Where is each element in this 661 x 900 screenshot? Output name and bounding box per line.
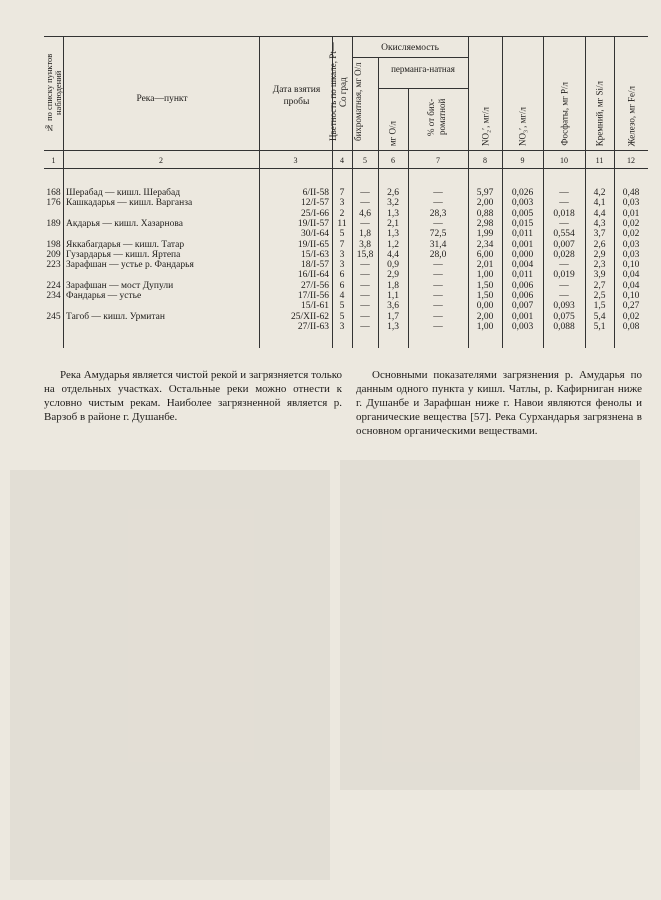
cell-no3: 0,007 <box>511 301 534 312</box>
cell-si: 4,1 <box>593 198 606 209</box>
cell-mgO: 1,2 <box>387 239 399 250</box>
header-col-silicon: Кремний, мг Si/л <box>585 36 614 150</box>
cell-date: 6/II-58 <box>302 188 329 198</box>
cell-date: 16/II-64 <box>297 270 329 281</box>
cell-bich: 15,8 <box>356 249 374 260</box>
header-oxidizability: Окисляемость <box>381 43 439 53</box>
cell-mgO: 3,2 <box>387 198 399 209</box>
cell-no: 168 <box>46 188 61 198</box>
cell-no: 209 <box>46 249 61 260</box>
cell-no3: 0,011 <box>511 229 534 240</box>
cell-fe: 0,02 <box>622 311 640 322</box>
cell-no2: 1,00 <box>476 321 494 332</box>
cell-date: 30/I-64 <box>301 229 329 240</box>
cell-si: 2,3 <box>593 260 606 271</box>
cell-color: 4 <box>339 291 345 301</box>
cell-mgO: 1,1 <box>387 291 399 301</box>
cell-river: Акдарья — кишл. Хазарнова <box>66 218 183 229</box>
col-num-10: 10 <box>560 156 568 165</box>
cell-phos: 0,088 <box>553 321 575 332</box>
cell-mgO: 0,9 <box>387 260 399 271</box>
cell-pct: — <box>433 198 443 209</box>
col-num-12: 12 <box>627 156 635 165</box>
header-col-mgO: мг O/л <box>387 120 398 146</box>
bleed-through <box>10 470 330 880</box>
cell-no3: 0,004 <box>511 260 534 271</box>
header-col-pct: % от бих-роматной <box>426 98 447 136</box>
cell-pct: — <box>433 270 443 281</box>
cell-mgO: 4,4 <box>387 249 399 260</box>
cell-no2: 0,88 <box>476 208 494 219</box>
cell-si: 3,9 <box>593 270 606 281</box>
cell-mgO: 1,3 <box>387 321 399 332</box>
cell-color: 5 <box>339 301 345 312</box>
cell-river: Тагоб — кишл. Урмитан <box>66 311 165 322</box>
cell-mgO: 2,1 <box>387 218 399 229</box>
cell-phos: — <box>559 198 569 209</box>
cell-si: 2,5 <box>593 291 606 301</box>
cell-mgO: 2,9 <box>387 270 399 281</box>
cell-no: 223 <box>46 260 61 271</box>
cell-bich: — <box>360 188 370 198</box>
header-col-no2: NO₂′, мг/л <box>468 36 502 150</box>
cell-no3: 0,005 <box>511 208 534 219</box>
cell-pct: — <box>433 218 443 229</box>
cell-fe: 0,02 <box>622 218 640 229</box>
cell-no: 198 <box>46 239 61 250</box>
cell-phos: — <box>559 280 569 291</box>
cell-fe: 0,04 <box>622 270 640 281</box>
cell-pct: — <box>433 188 443 198</box>
cell-no2: 2,01 <box>476 260 494 271</box>
col-num-11: 11 <box>595 156 604 165</box>
cell-pct: — <box>433 260 443 271</box>
cell-no2: 2,34 <box>476 239 494 250</box>
cell-si: 5,1 <box>593 321 606 332</box>
col-num-9: 9 <box>520 156 525 165</box>
cell-phos: 0,007 <box>553 239 575 250</box>
cell-phos: — <box>559 260 569 271</box>
cell-pct: — <box>433 291 443 301</box>
col-num-3: 3 <box>293 156 298 165</box>
cell-si: 2,9 <box>593 249 606 260</box>
cell-no3: 0,006 <box>511 291 534 301</box>
cell-color: 11 <box>337 218 347 229</box>
cell-si: 4,3 <box>593 218 606 229</box>
cell-si: 3,7 <box>593 229 606 240</box>
cell-bich: — <box>360 321 370 332</box>
cell-no3: 0,026 <box>511 188 534 198</box>
cell-bich: 3,8 <box>359 239 371 250</box>
cell-no2: 1,50 <box>476 291 494 301</box>
paragraph-left-text: Река Амударья является чистой рекой и загрязняется только на отдельных участках. Остальные реки можно отнести к условно чистым рекам. Наиболее загрязненной является р. Варзоб в районе г. Душанбе. <box>44 369 342 423</box>
cell-no3: 0,003 <box>511 321 534 332</box>
cell-mgO: 2,6 <box>387 188 399 198</box>
cell-no: 224 <box>46 280 61 291</box>
cell-no2: 1,00 <box>476 270 494 281</box>
cell-no2: 6,00 <box>476 249 494 260</box>
cell-fe: 0,10 <box>622 291 640 301</box>
cell-date: 25/XII-62 <box>291 311 329 322</box>
cell-pct: — <box>433 301 443 312</box>
cell-phos: — <box>559 291 569 301</box>
header-col-phosphates: Фосфаты, мг P/л <box>543 36 585 150</box>
cell-no3: 0,000 <box>511 249 534 260</box>
cell-pct: 28,3 <box>429 208 447 219</box>
bleed-through <box>340 460 640 790</box>
col-num-6: 6 <box>391 156 395 165</box>
header-col-color: Цветность по шкале, Pt—Co град <box>332 36 352 150</box>
cell-pct: — <box>433 321 443 332</box>
header-col-date: Дата взятия пробы <box>259 36 332 150</box>
cell-fe: 0,08 <box>622 321 640 332</box>
cell-phos: — <box>559 218 569 229</box>
cell-color: 3 <box>339 321 345 332</box>
cell-mgO: 1,3 <box>387 229 399 240</box>
cell-no3: 0,001 <box>511 239 534 250</box>
cell-pct: 72,5 <box>429 229 447 240</box>
cell-bich: — <box>360 270 370 281</box>
cell-phos: 0,028 <box>553 249 575 260</box>
cell-no2: 2,98 <box>476 218 494 229</box>
col-num-7: 7 <box>436 156 440 165</box>
cell-fe: 0,02 <box>622 229 640 240</box>
cell-phos: 0,018 <box>553 208 575 219</box>
cell-fe: 0,27 <box>622 301 640 312</box>
cell-date: 27/II-63 <box>297 321 329 332</box>
cell-date: 15/I-61 <box>301 301 329 312</box>
cell-color: 7 <box>339 239 345 250</box>
col-num-2: 2 <box>159 156 163 165</box>
cell-no2: 1,50 <box>476 280 494 291</box>
paragraph-right-text: Основными показателями загрязнения р. Амударья по данным одного пункта у кишл. Чатлы, р. Кафирниган ниже г. Душанбе и Зарафшан ниже г. Навои являются фенолы и органические вещества [57]. Река Сурхандарья загрязнена в основном органическими веществами. <box>356 369 642 437</box>
paragraph-right <box>356 368 642 438</box>
cell-bich: — <box>360 280 370 291</box>
cell-color: 6 <box>339 270 345 281</box>
cell-mgO: 3,6 <box>387 301 399 312</box>
cell-fe: 0,01 <box>622 208 640 219</box>
cell-date: 19/II-57 <box>297 218 329 229</box>
cell-phos: — <box>559 188 569 198</box>
cell-fe: 0,04 <box>622 280 640 291</box>
cell-river: Зарафшан — устье р. Фандарья <box>66 260 194 271</box>
cell-date: 19/II-65 <box>297 239 329 250</box>
cell-river: Зарафшан — мост Дупули <box>66 280 174 291</box>
cell-si: 2,6 <box>593 239 606 250</box>
header-col-no3: NO₃′, мг/л <box>502 36 543 150</box>
cell-bich: — <box>360 301 370 312</box>
cell-bich: 4,6 <box>359 208 371 219</box>
cell-phos: 0,075 <box>553 311 575 322</box>
cell-no3: 0,006 <box>511 280 534 291</box>
header-col-bichromate: бихроматная, мг O/л <box>353 62 363 142</box>
cell-mgO: 1,7 <box>387 311 399 322</box>
col-num-8: 8 <box>483 156 487 165</box>
header-col-number: № по списку пунктов наблюдений <box>43 53 63 133</box>
cell-fe: 0,03 <box>622 198 640 209</box>
col-num-5: 5 <box>363 156 367 165</box>
cell-phos: 0,554 <box>553 229 575 240</box>
cell-bich: — <box>360 198 370 209</box>
cell-color: 3 <box>339 249 345 260</box>
cell-river: Яккабагдарья — кишл. Татар <box>66 239 185 250</box>
cell-color: 6 <box>339 280 345 291</box>
cell-si: 4,4 <box>593 208 606 219</box>
cell-no3: 0,001 <box>511 311 534 322</box>
cell-date: 15/I-63 <box>301 249 329 260</box>
cell-mgO: 1,3 <box>387 208 399 219</box>
cell-no: 234 <box>46 291 61 301</box>
cell-phos: 0,019 <box>553 270 575 281</box>
cell-no3: 0,011 <box>511 270 534 281</box>
cell-si: 2,7 <box>593 280 606 291</box>
cell-color: 5 <box>339 229 345 240</box>
header-permanganate: перманга-натная <box>391 64 455 74</box>
col-num-1: 1 <box>51 156 56 165</box>
cell-pct: — <box>433 280 443 291</box>
col-num-4: 4 <box>340 156 344 165</box>
cell-fe: 0,03 <box>622 249 640 260</box>
cell-pct: 28,0 <box>429 249 447 260</box>
cell-no2: 1,99 <box>476 229 494 240</box>
cell-si: 4,2 <box>593 188 606 198</box>
cell-bich: — <box>360 218 370 229</box>
cell-pct: — <box>433 311 443 322</box>
cell-river: Гузардарья — кишл. Яртепа <box>66 249 181 260</box>
cell-fe: 0,48 <box>622 188 640 198</box>
cell-pct: 31,4 <box>429 239 447 250</box>
cell-no: 245 <box>46 311 61 322</box>
cell-si: 1,5 <box>593 301 606 312</box>
header-col-river: Река—пункт <box>63 36 259 150</box>
cell-no3: 0,003 <box>511 198 534 209</box>
cell-fe: 0,10 <box>622 260 640 271</box>
cell-no2: 5,97 <box>476 188 494 198</box>
cell-bich: — <box>360 291 370 301</box>
cell-no2: 0,00 <box>476 301 494 312</box>
cell-mgO: 1,8 <box>387 280 399 291</box>
cell-fe: 0,03 <box>622 239 640 250</box>
cell-color: 2 <box>339 208 345 219</box>
cell-river: Кашкадарья — кишл. Варганза <box>66 198 193 209</box>
cell-color: 3 <box>339 198 345 209</box>
cell-no2: 2,00 <box>476 311 494 322</box>
cell-color: 5 <box>339 311 345 322</box>
cell-date: 18/I-57 <box>301 260 329 271</box>
cell-si: 5,4 <box>593 311 606 322</box>
cell-no2: 2,00 <box>476 198 494 209</box>
cell-date: 12/I-57 <box>301 198 329 209</box>
paragraph-left <box>44 368 342 424</box>
cell-no: 176 <box>46 198 61 209</box>
cell-bich: 1,8 <box>359 229 371 240</box>
header-col-iron: Железо, мг Fe/л <box>614 36 648 150</box>
cell-color: 3 <box>339 260 345 271</box>
cell-no3: 0,015 <box>511 218 534 229</box>
cell-color: 7 <box>339 188 345 198</box>
cell-phos: 0,093 <box>553 301 575 312</box>
cell-river: Шерабад — кишл. Шерабад <box>66 188 181 198</box>
cell-date: 17/II-56 <box>297 291 329 301</box>
cell-river: Фандарья — устье <box>66 291 142 301</box>
cell-bich: — <box>360 260 370 271</box>
cell-date: 27/I-56 <box>301 280 329 291</box>
cell-no: 189 <box>46 218 61 229</box>
cell-date: 25/I-66 <box>301 208 329 219</box>
cell-bich: — <box>360 311 370 322</box>
